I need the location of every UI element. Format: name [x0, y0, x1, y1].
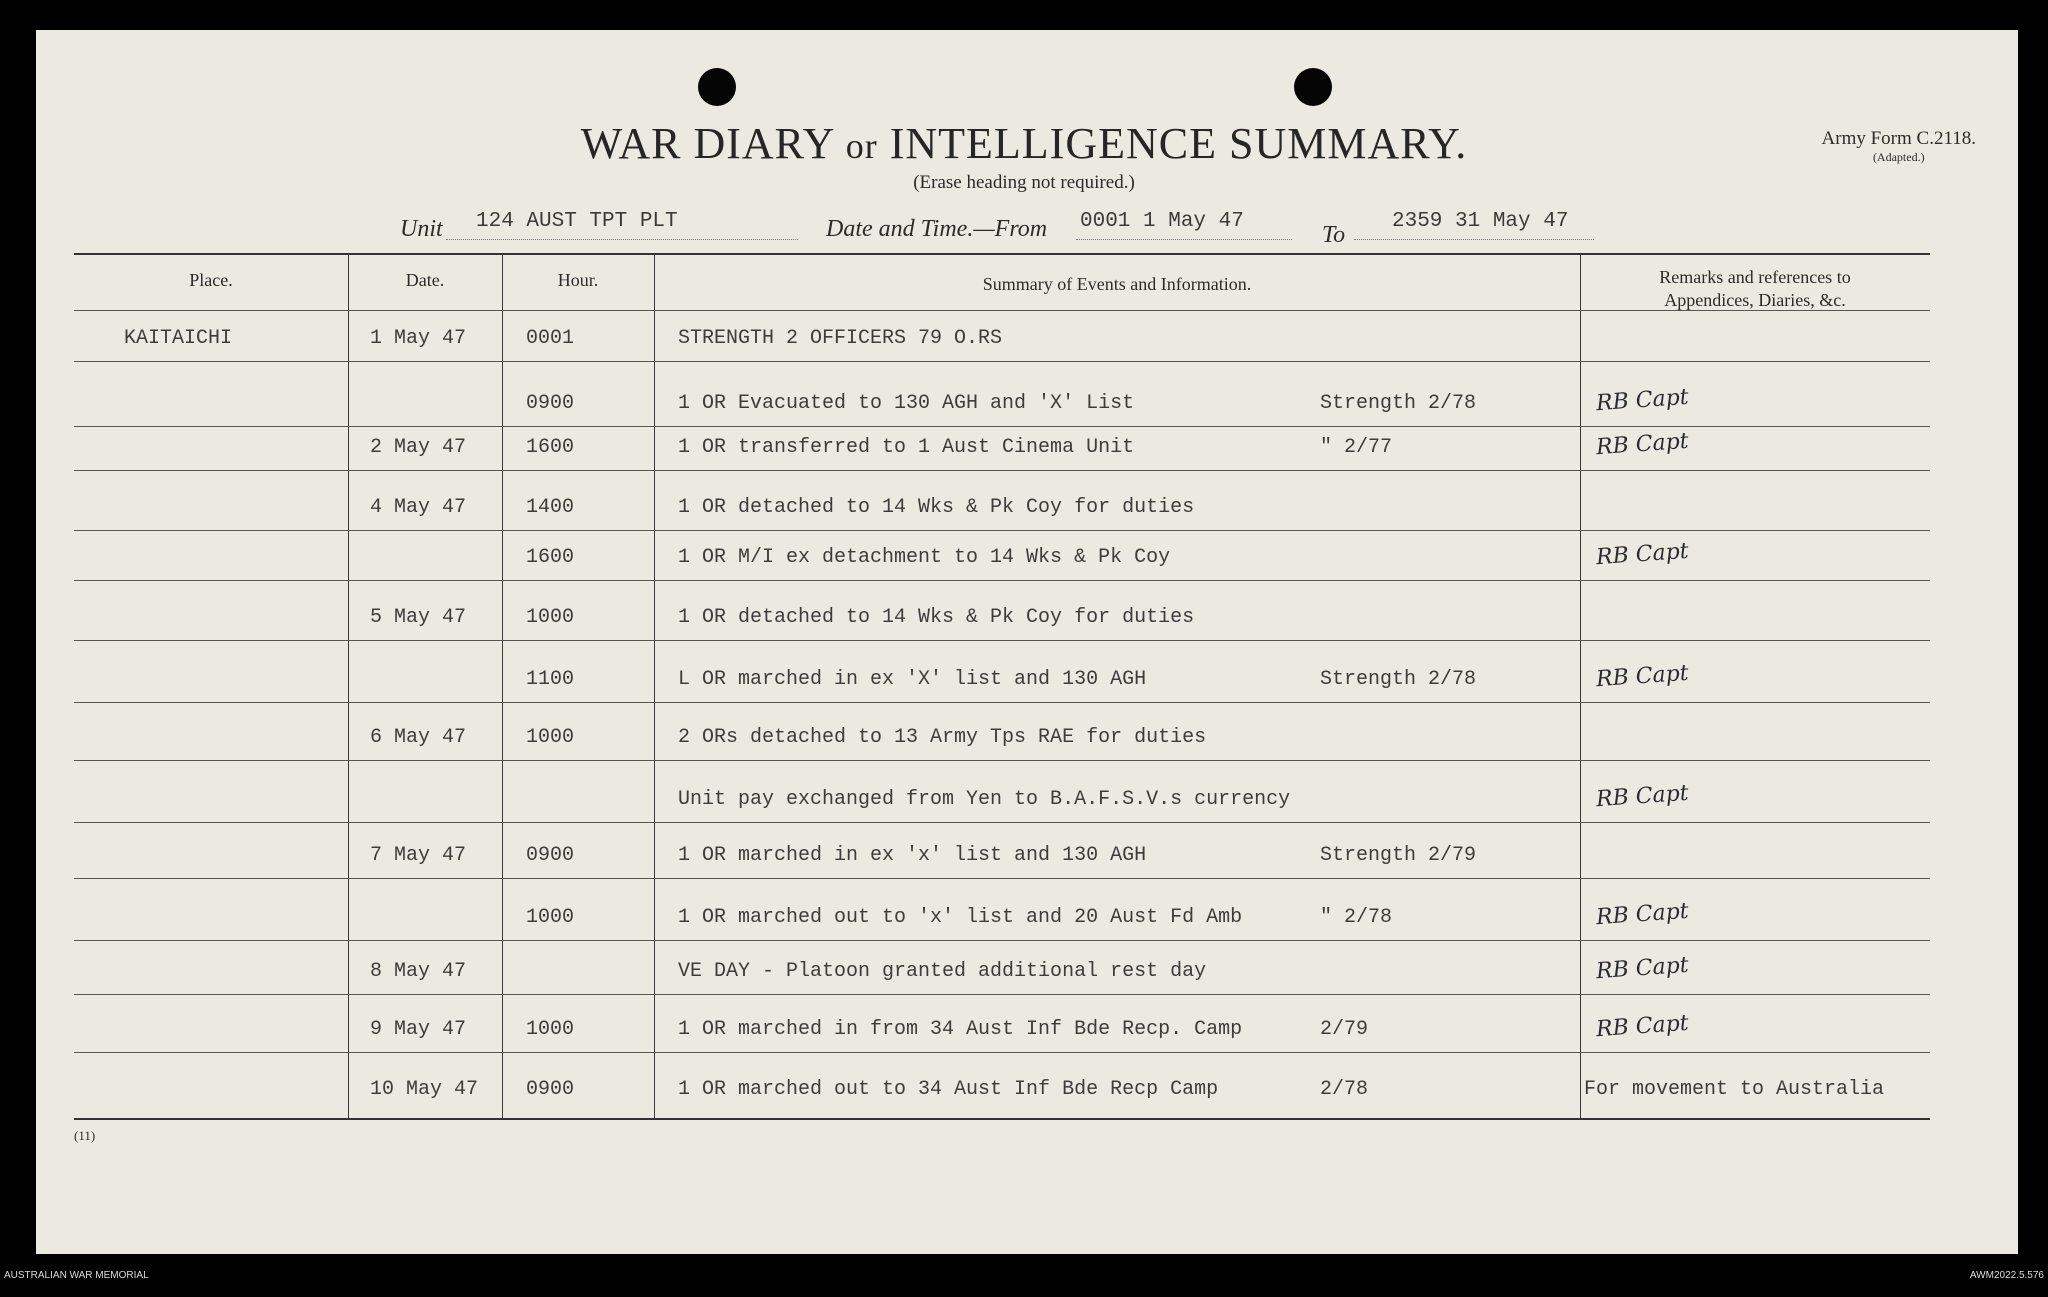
- title-war-diary: WAR DIARY: [580, 119, 834, 168]
- row-hour: 1600: [526, 436, 575, 459]
- row-strength: 2/78: [1320, 1078, 1369, 1101]
- row-date: 10 May 47: [370, 1078, 479, 1101]
- row-hour: 1000: [526, 1018, 575, 1041]
- row-place: KAITAICHI: [124, 327, 233, 350]
- row-summary: VE DAY - Platoon granted additional rest day: [678, 960, 1207, 983]
- column-header-date: Date.: [405, 270, 445, 290]
- row-hour: 0001: [526, 327, 575, 350]
- row-rule: [74, 994, 1930, 995]
- column-divider: [502, 255, 503, 1118]
- row-summary: 1 OR M/I ex detachment to 14 Wks & Pk Coy: [678, 546, 1171, 569]
- row-rule: [74, 580, 1930, 581]
- row-rule: [74, 822, 1930, 823]
- column-header-hour: Hour.: [557, 270, 599, 290]
- army-form-number: Army Form C.2118.: [1821, 128, 1976, 149]
- unit-label: Unit: [400, 216, 443, 242]
- row-summary: 2 ORs detached to 13 Army Tps RAE for duties: [678, 726, 1207, 749]
- from-dotted-line: [1076, 239, 1292, 240]
- row-remarks-signature: RB Capt: [1595, 660, 1690, 693]
- row-remarks-signature: RB Capt: [1595, 384, 1690, 417]
- army-form-label: [1822, 128, 1976, 165]
- row-rule: [74, 878, 1930, 879]
- row-summary: 1 OR transferred to 1 Aust Cinema Unit: [678, 436, 1135, 459]
- row-strength: Strength 2/78: [1320, 392, 1477, 415]
- row-remarks: For movement to Australia: [1584, 1078, 1885, 1101]
- row-summary: 1 OR detached to 14 Wks & Pk Coy for duties: [678, 496, 1195, 519]
- row-date: 4 May 47: [370, 496, 467, 519]
- row-summary: L OR marched in ex 'X' list and 130 AGH: [678, 668, 1147, 691]
- row-date: 6 May 47: [370, 726, 467, 749]
- unit-dotted-line: [446, 239, 798, 240]
- column-divider: [654, 255, 655, 1118]
- unit-value: 124 AUST TPT PLT: [476, 210, 678, 233]
- column-header-place: Place.: [189, 270, 233, 290]
- row-summary: Unit pay exchanged from Yen to B.A.F.S.V.s currency: [678, 788, 1291, 811]
- title-or: or: [845, 126, 878, 166]
- row-rule: [74, 640, 1930, 641]
- row-strength: " 2/77: [1320, 436, 1393, 459]
- column-divider: [348, 255, 349, 1118]
- column-header-summary: Summary of Events and Information.: [982, 274, 1252, 294]
- row-rule: [74, 530, 1930, 531]
- row-hour: 1000: [526, 606, 575, 629]
- row-date: 9 May 47: [370, 1018, 467, 1041]
- column-header-remarks: [1580, 266, 1930, 312]
- row-remarks-signature: RB Capt: [1595, 428, 1690, 461]
- date-time-label: Date and Time.—From: [826, 216, 1048, 242]
- row-hour: 0900: [526, 392, 575, 415]
- row-hour: 1400: [526, 496, 575, 519]
- row-rule: [74, 702, 1930, 703]
- remarks-header-line-2: Appendices, Diaries, &c.: [1664, 290, 1846, 310]
- row-rule: [74, 760, 1930, 761]
- row-hour: 1000: [526, 726, 575, 749]
- army-form-note: (Adapted.): [1872, 150, 1925, 164]
- row-summary: 1 OR Evacuated to 130 AGH and 'X' List: [678, 392, 1135, 415]
- row-date: 7 May 47: [370, 844, 467, 867]
- row-rule: [74, 361, 1930, 362]
- row-summary: 1 OR marched in ex 'x' list and 130 AGH: [678, 844, 1147, 867]
- row-remarks-signature: RB Capt: [1595, 1010, 1690, 1043]
- punch-hole: [1294, 68, 1332, 106]
- row-date: 1 May 47: [370, 327, 467, 350]
- row-date: 8 May 47: [370, 960, 467, 983]
- row-summary: 1 OR marched out to 34 Aust Inf Bde Recp Camp: [678, 1078, 1219, 1101]
- row-hour: 1100: [526, 668, 575, 691]
- row-remarks-signature: RB Capt: [1595, 538, 1690, 571]
- page-subtitle: (Erase heading not required.): [913, 172, 1135, 193]
- row-remarks-signature: RB Capt: [1595, 898, 1690, 931]
- column-divider: [1580, 255, 1581, 1118]
- row-summary: 1 OR marched out to 'x' list and 20 Aust Fd Amb: [678, 906, 1243, 929]
- remarks-header-line-1: Remarks and references to: [1659, 267, 1851, 287]
- row-remarks-signature: RB Capt: [1595, 952, 1690, 985]
- table-bottom-rule: [74, 1118, 1930, 1120]
- row-strength: Strength 2/78: [1320, 668, 1477, 691]
- from-value: 0001 1 May 47: [1080, 210, 1244, 233]
- row-rule: [74, 470, 1930, 471]
- to-value: 2359 31 May 47: [1392, 210, 1569, 233]
- row-summary: 1 OR detached to 14 Wks & Pk Coy for duties: [678, 606, 1195, 629]
- row-hour: 0900: [526, 1078, 575, 1101]
- row-hour: 1600: [526, 546, 575, 569]
- row-summary: STRENGTH 2 OFFICERS 79 O.RS: [678, 327, 1003, 350]
- row-rule: [74, 426, 1930, 427]
- table-top-rule: [74, 253, 1930, 255]
- form-number: (11): [74, 1128, 96, 1143]
- row-date: 2 May 47: [370, 436, 467, 459]
- row-remarks-signature: RB Capt: [1595, 780, 1690, 813]
- unit-line: [0, 208, 2048, 248]
- row-hour: 0900: [526, 844, 575, 867]
- row-summary: 1 OR marched in from 34 Aust Inf Bde Recp. Camp: [678, 1018, 1243, 1041]
- row-rule: [74, 1052, 1930, 1053]
- footer-accession: AWM2022.5.576: [1969, 1270, 2044, 1281]
- footer-credit: AUSTRALIAN WAR MEMORIAL: [4, 1270, 149, 1281]
- to-dotted-line: [1354, 239, 1594, 240]
- row-rule: [74, 940, 1930, 941]
- punch-hole: [698, 68, 736, 106]
- to-label: To: [1322, 222, 1346, 248]
- page-title: [0, 118, 2048, 169]
- title-intelligence-summary: INTELLIGENCE SUMMARY.: [889, 119, 1468, 168]
- row-strength: " 2/78: [1320, 906, 1393, 929]
- row-strength: Strength 2/79: [1320, 844, 1477, 867]
- row-strength: 2/79: [1320, 1018, 1369, 1041]
- row-hour: 1000: [526, 906, 575, 929]
- row-date: 5 May 47: [370, 606, 467, 629]
